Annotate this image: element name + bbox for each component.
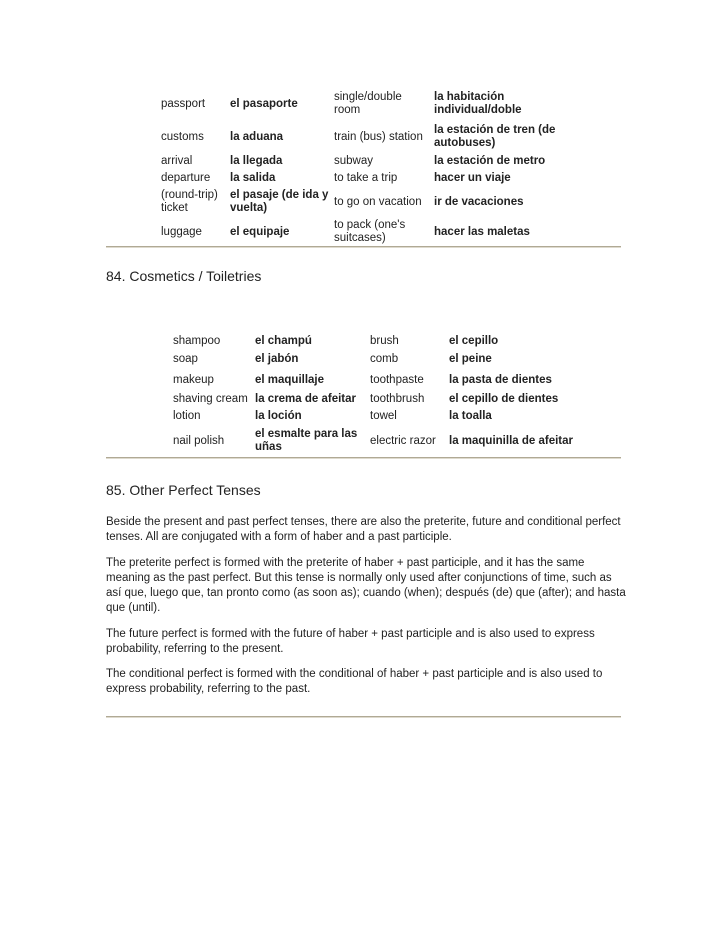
- spanish-term: el esmalte para las uñas: [255, 428, 358, 453]
- spanish-term: hacer las maletas: [434, 225, 530, 238]
- spanish-term: el maquillaje: [255, 373, 325, 386]
- table-row: [171, 425, 575, 457]
- paragraph: The preterite perfect is formed with the preterite of haber + past participle, and it has the same meaning as the past perfect. But this tense is normally only used after conjunctions of time, such as así que, luego que, tan pronto como (as soon as); cuando (when); después (de) que (after); and hasta que (until).: [106, 557, 626, 614]
- spanish-term: el cepillo: [449, 334, 499, 347]
- spanish-term: la salida: [230, 172, 276, 184]
- horizontal-divider: [106, 457, 621, 459]
- table-row: [159, 170, 562, 187]
- spanish-term: el peine: [449, 353, 492, 365]
- table-row: [171, 332, 575, 350]
- english-term: towel: [370, 410, 397, 422]
- english-term: shaving cream: [173, 393, 248, 405]
- english-term: to pack (one's suitcases): [334, 219, 406, 244]
- english-term: (round-trip) ticket: [161, 189, 218, 214]
- table-row: [159, 86, 562, 122]
- spanish-term: el pasaje (de ida y vuelta): [230, 189, 329, 214]
- spanish-term: el pasaporte: [230, 97, 298, 110]
- travel-vocabulary-table: [159, 86, 562, 247]
- spanish-term: la crema de afeitar: [255, 393, 357, 405]
- spanish-term: la estación de metro: [434, 154, 546, 167]
- spanish-term: ir de vacaciones: [434, 195, 524, 208]
- english-term: single/double room: [334, 91, 402, 116]
- spanish-term: la maquinilla de afeitar: [449, 434, 573, 447]
- english-term: customs: [161, 130, 204, 143]
- table-row: [159, 152, 562, 170]
- spanish-term: la estación de tren (de autobuses): [434, 124, 556, 149]
- horizontal-divider: [106, 716, 621, 718]
- spanish-term: el jabón: [255, 353, 299, 365]
- table-row: [171, 350, 575, 369]
- english-term: comb: [370, 353, 399, 365]
- spanish-term: la loción: [255, 410, 302, 422]
- spanish-term: el equipaje: [230, 225, 290, 238]
- english-term: train (bus) station: [334, 130, 423, 143]
- english-term: toothpaste: [370, 373, 424, 386]
- spanish-term: la toalla: [449, 410, 492, 422]
- english-term: subway: [334, 154, 373, 167]
- horizontal-divider: [106, 246, 621, 248]
- table-row: [159, 217, 562, 247]
- english-term: nail polish: [173, 434, 225, 447]
- table-row: [171, 391, 575, 408]
- table-row: [159, 122, 562, 152]
- spanish-term: hacer un viaje: [434, 172, 511, 184]
- spanish-term: la habitación individual/doble: [434, 91, 522, 116]
- english-term: brush: [370, 334, 399, 347]
- spanish-term: la llegada: [230, 154, 283, 167]
- english-term: makeup: [173, 373, 214, 386]
- section-heading: 85. Other Perfect Tenses: [106, 482, 261, 498]
- english-term: to take a trip: [334, 172, 398, 184]
- paragraph: The future perfect is formed with the future of haber + past participle and is also used to express probability, referring to the present.: [106, 628, 595, 655]
- paragraph: Beside the present and past perfect tenses, there are also the preterite, future and conditional perfect tenses. All are conjugated with a form of haber and a past participle.: [106, 516, 621, 543]
- english-term: arrival: [161, 154, 193, 167]
- english-term: to go on vacation: [334, 195, 422, 208]
- table-row: [159, 187, 562, 217]
- english-term: passport: [161, 97, 206, 110]
- english-term: lotion: [173, 410, 201, 422]
- spanish-term: la pasta de dientes: [449, 373, 552, 386]
- english-term: departure: [161, 172, 211, 184]
- english-term: soap: [173, 353, 198, 365]
- spanish-term: el cepillo de dientes: [449, 393, 559, 405]
- table-row: [171, 408, 575, 425]
- english-term: luggage: [161, 225, 202, 238]
- section-heading: 84. Cosmetics / Toiletries: [106, 268, 262, 284]
- spanish-term: la aduana: [230, 130, 284, 143]
- english-term: toothbrush: [370, 393, 425, 405]
- paragraph: The conditional perfect is formed with the conditional of haber + past participle and is also used to express probability, referring to the past.: [106, 668, 603, 695]
- cosmetics-vocabulary-table: [171, 332, 575, 457]
- table-row: [171, 369, 575, 391]
- english-term: electric razor: [370, 434, 436, 447]
- spanish-term: el champú: [255, 334, 312, 347]
- english-term: shampoo: [173, 334, 221, 347]
